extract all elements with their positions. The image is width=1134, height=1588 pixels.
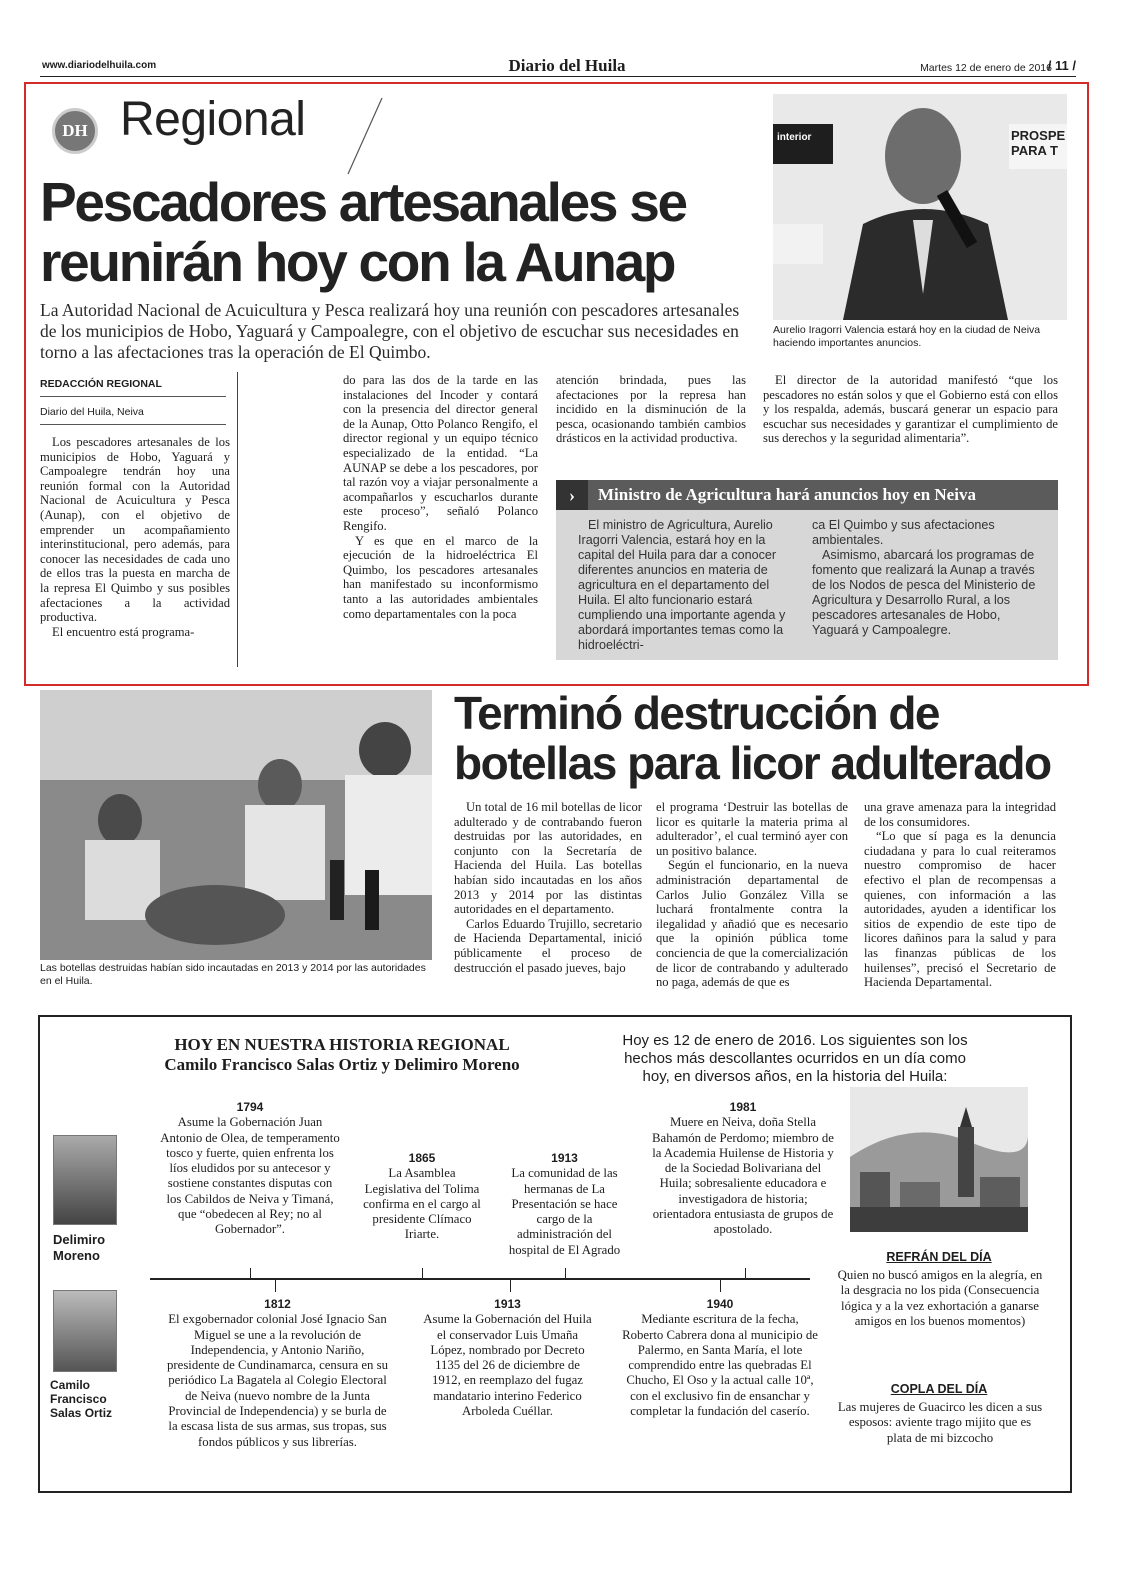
refran-text: Quien no buscó amigos en la alegría, en la desgracia no los pida (Consecuencia lógica y a la vez exhortación a ganarse amigos en los buenos momentos)	[837, 1268, 1043, 1329]
timeline-tick	[422, 1268, 423, 1280]
article-column	[656, 800, 848, 990]
byline: REDACCIÓN REGIONAL	[40, 378, 162, 390]
paragraph: Carlos Eduardo Trujillo, secretario de Hacienda Departamental, inició públicamente el proceso de destrucción el pasado jueves, bajo	[454, 916, 642, 975]
column-rule	[237, 372, 238, 667]
paragraph: El director de la autoridad manifestó “que los pescadores no están solos y que el Gobierno está con ellos y los respalda, además, buscará generar un espacio para escuchar sus necesidades y garantizar el cumplimiento de sus derechos y la seguridad alimentaria”.	[763, 373, 1058, 446]
paragraph: Un total de 16 mil botellas de licor adulterado y de contrabando fueron destruidas por las autoridades, en conjunto con la Secretaría de Hacienda del Huila. Las botellas habían sido incautadas en los años 2013 y 2014 por las distintas autoridades en el departamento.	[454, 800, 642, 917]
article-column	[556, 373, 746, 446]
event-text: Asume la Gobernación del Huila el conservador Luis Umaña López, nombrado por Decreto 1135 del 26 de diciembre de 1912, en reemplazo del fugaz mandatario interino Federico Arboleda Cuéllar.	[423, 1312, 592, 1419]
website-url[interactable]: www.diariodelhuila.com	[42, 60, 157, 71]
event-year: 1981	[729, 1100, 757, 1114]
event-text: El exgobernador colonial José Ignacio San Miguel se une a la revolución de Independencia, y Antonio Nariño, presidente de Cundinamarca, censura en su periódico La Bagatela al Colegio Electoral de Neiva (nuevo nombre de la Junta Provincial de Independencia) y se burla de la escasa lista de sus armas, sus tropas, sus fondos públicos y sus librerías.	[166, 1312, 388, 1449]
issue-date: Martes 12 de enero de 2016	[920, 62, 1052, 74]
article-column	[864, 800, 1056, 990]
timeline-event	[648, 1100, 838, 1238]
paragraph: Los pescadores artesanales de los municipios de Hobo, Yaguará y Campoalegre tendrán hoy una reunión formal con la Autoridad Nacional de Acuicultura y Pesca (Aunap), con el objetivo de emprender un acompañamiento interinstitucional, pero además, para conocer las necesidades de cada uno de ellos tras la puesta en marcha de la represa El Quimbo y sus posibles afectaciones a la actividad productiva.	[40, 435, 230, 625]
sidebar-box-title	[556, 480, 1058, 510]
paragraph: una grave amenaza para la integridad de los consumidores.	[864, 800, 1056, 829]
paragraph: El ministro de Agricultura, Aurelio Iragorri Valencia, estará hoy en la capital del Huila para dar a conocer diferentes anuncios en materia de agricultura en el departamento del Huila. El alto funcionario estará cumpliendo una importante agenda y abordará importantes temas como la hidroeléctri-	[578, 518, 786, 652]
byline-place: Diario del Huila, Neiva	[40, 406, 144, 418]
section-decoration	[340, 96, 390, 176]
timeline-tick	[250, 1268, 251, 1280]
timeline-tick	[275, 1280, 276, 1292]
paragraph: ca El Quimbo y sus afectaciones ambientales.	[812, 518, 995, 547]
event-year: 1913	[494, 1297, 521, 1311]
timeline-tick	[565, 1268, 566, 1280]
article-column	[40, 435, 230, 639]
photo-banner-text: PROSPE PARA T	[1011, 128, 1066, 158]
byline-rule	[40, 424, 226, 425]
byline-rule	[40, 396, 226, 397]
timeline-tick	[745, 1268, 746, 1280]
paragraph: El encuentro está programa-	[52, 624, 195, 639]
paragraph: el programa ‘Destruir las botellas de licor es quitarle la materia prima al adulterador’, el cual terminó ayer con un positivo balance.	[656, 800, 848, 858]
sidebar-column	[812, 518, 1042, 638]
event-year: 1940	[706, 1297, 734, 1311]
person-name: Camilo Francisco Salas Ortiz	[50, 1378, 113, 1420]
paragraph: Según el funcionario, en la nueva administración departamental de Carlos Julio González Villa se luchará frontalmente contra la ilegalidad y añadió que es necesario que la opinión pública tome conciencia de que la comercialización de licor de contrabando y adulterado no paga, además de que es	[656, 858, 848, 990]
event-text: Asume la Gobernación Juan Antonio de Olea, de temperamento tosco y fuerte, quien enfrenta los líos eludidos por su antecesor y sostiene constantes disputas con los Cabildos de Neiva y Timaná, que “obedecen al Rey; no al Gobernador”.	[160, 1115, 340, 1237]
timeline-axis	[150, 1278, 810, 1280]
refran-title: REFRÁN DEL DÍA	[886, 1250, 992, 1264]
arrow-icon: ›	[556, 480, 588, 510]
portrait-camilo	[53, 1290, 117, 1372]
event-text: La Asamblea Legislativa del Tolima confirma en el cargo al presidente Clímaco Iriarte.	[363, 1166, 481, 1242]
timeline-tick	[510, 1280, 511, 1292]
copla-title: COPLA DEL DÍA	[890, 1382, 988, 1396]
minister-photo	[773, 94, 1067, 320]
event-text: La comunidad de las hermanas de La Presentación se hace cargo de la administración del hospital de El Agrado	[508, 1166, 621, 1257]
portrait-delimiro	[53, 1135, 117, 1225]
newspaper-name: Diario del Huila	[508, 56, 626, 75]
article-headline: Terminó destrucción de botellas para licor adulterado	[454, 687, 1051, 789]
timeline-event	[420, 1297, 595, 1419]
photo-caption: Aurelio Iragorri Valencia estará hoy en la ciudad de Neiva haciendo importantes anuncios.	[773, 324, 1041, 349]
event-year: 1812	[264, 1297, 291, 1311]
section-label: Regional	[120, 93, 306, 146]
paragraph: Asimismo, abarcará los programas de fomento que realizará la Aunap a través de los Nodos de pesca del Ministerio de Agricultura y Desarrollo Rural, a los pescadores artesanales de Hobo, Yaguará y Campoalegre.	[812, 548, 1036, 637]
history-subtitle: Camilo Francisco Salas Ortiz y Delimiro Moreno	[164, 1055, 520, 1074]
article-deck: La Autoridad Nacional de Acuicultura y Pesca realizará hoy una reunión con pescadores artesanales de los municipios de Hobo, Yaguará y Campoalegre, con el objetivo de escuchar sus necesidades en torno a las afectaciones tras la operación de El Quimbo.	[40, 300, 740, 362]
photo-backdrop-text: interior	[777, 132, 812, 143]
timeline-event	[502, 1151, 627, 1258]
event-text: Mediante escritura de la fecha, Roberto Cabrera dona al municipio de Palermo, en Santa María, el lote comprendido entre las quebradas El Chucho, El Oso y la actual calle 10ª, con el exclusivo fin de ensanchar y completar la fundación del caserío.	[622, 1312, 818, 1419]
history-title	[112, 1035, 572, 1075]
paragraph: “Lo que sí paga es la denuncia ciudadana y para lo cual reiteramos nuestro compromiso de hacer efectivo el plan de recompensas a quienes, con información a las autoridades, ayuden a identificar los sitios de expendio de este tipo de licores dañinos para la salud y para las finanzas públicas de los huilenses”, precisó el Secretario de Hacienda Departamental.	[864, 829, 1056, 990]
dh-logo: DH	[52, 108, 98, 154]
header-rule	[40, 76, 1076, 77]
paragraph: atención brindada, pues las afectaciones por la represa han incidido en la disminución de la pesca, ocasionando también cambios drásticos en la actividad productiva.	[556, 373, 746, 446]
article-column	[454, 800, 642, 975]
copla-text: Las mujeres de Guacirco les dicen a sus esposos: aviente trago mijito que es plata de mi bizcocho	[837, 1400, 1043, 1445]
article-column	[343, 373, 538, 621]
history-intro: Hoy es 12 de enero de 2016. Los siguientes son los hechos más descollantes ocurridos en un día como hoy, en diversos años, en la historia del Huila:	[622, 1032, 968, 1085]
timeline-event	[160, 1100, 340, 1238]
timeline-event	[165, 1297, 390, 1450]
event-year: 1794	[236, 1100, 264, 1114]
timeline-event	[620, 1297, 820, 1419]
event-year: 1913	[551, 1151, 578, 1165]
article-headline: Pescadores artesanales se reunirán hoy con la Aunap	[40, 171, 686, 293]
timeline-tick	[720, 1280, 721, 1292]
event-year: 1865	[408, 1151, 436, 1165]
city-photo	[850, 1087, 1028, 1232]
event-text: Muere en Neiva, doña Stella Bahamón de Perdomo; miembro de la Academia Huilense de Historia y de la Sociedad Bolivariana del Huila; sobresaliente educadora e investigadora de historia; orientadora entusiasta de grupos de apostolado.	[652, 1115, 834, 1237]
person-name: Delimiro Moreno	[53, 1232, 106, 1263]
paragraph: Y es que en el marco de la ejecución de la hidroeléctrica El Quimbo, los pescadores artesanales han manifestado su inconformismo tanto a las autoridades ambientales como departamentales con la poca	[343, 533, 538, 621]
bottles-photo	[40, 690, 432, 960]
photo-caption: Las botellas destruidas habían sido incautadas en 2013 y 2014 por las autoridades en el Huila.	[40, 962, 426, 987]
article-column	[763, 373, 1058, 446]
timeline-event	[362, 1151, 482, 1243]
history-title-line: HOY EN NUESTRA HISTORIA REGIONAL	[174, 1035, 510, 1054]
sidebar-title-text: Ministro de Agricultura hará anuncios hoy en Neiva	[598, 485, 976, 504]
paragraph: do para las dos de la tarde en las instalaciones del Incoder y contará con la presencia del director general de la Aunap, Otto Polanco Rengifo, el director regional y un equipo técnico especializado de la entidad. “La AUNAP se debe a los pescadores, por tal razón voy a viajar personalmente a acompañarlos y escucharlos durante este proceso”, señaló Polanco Rengifo.	[343, 373, 538, 533]
sidebar-column	[578, 518, 798, 653]
page-number: / 11 /	[1047, 58, 1076, 73]
